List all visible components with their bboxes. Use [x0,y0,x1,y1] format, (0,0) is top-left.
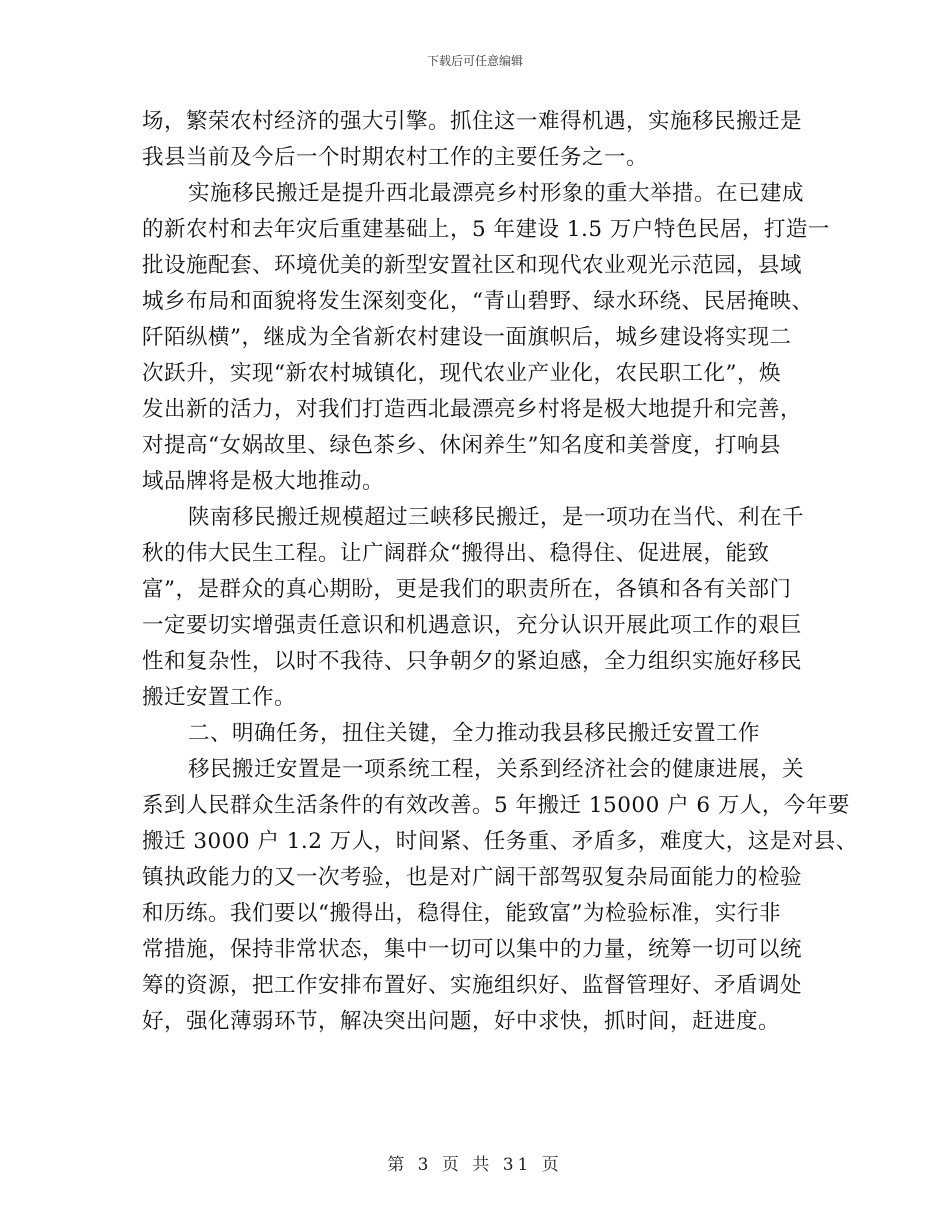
text-line: 发出新的活力，对我们打造西北最漂亮乡村将是极大地提升和完善， [142,397,803,422]
text-line: 对提高“女娲故里、绿色茶乡、休闲养生”知名度和美誉度，打响县 [142,433,781,458]
text-line: 我县当前及今后一个时期农村工作的主要任务之一。 [142,145,649,170]
text-line: 次跃升，实现“新农村城镇化，现代农业产业化，农民职工化”，焕 [142,361,781,386]
text-line: 性和复杂性，以时不我待、只争朝夕的紧迫感，全力组织实施好移民 [142,649,803,674]
text-line: 好，强化薄弱环节，解决突出问题，好中求快，抓时间，赶进度。 [142,1009,781,1034]
paragraph-start: 移民搬迁安置是一项系统工程，关系到经济社会的健康进展，关 [188,757,805,782]
text-line: 一定要切实增强责任意识和机遇意识，充分认识开展此项工作的艰巨 [142,613,803,638]
text-line: 筹的资源，把工作安排布置好、实施组织好、监督管理好、矛盾调处 [142,973,803,998]
text-line: 秋的伟大民生工程。让广阔群众“搬得出、稳得住、促进展，能致 [142,541,770,566]
text-line: 和历练。我们要以“搬得出，稳得住，能致富”为检验标准，实行非 [142,901,781,926]
text-line: 搬迁 3000 户 1.2 万人，时间紧、任务重、矛盾多，难度大，这是对县、 [142,829,858,854]
paragraph-start: 陕南移民搬迁规模超过三峡移民搬迁，是一项功在当代、利在千 [188,505,805,530]
page-number: 第 3 页 共 31 页 [387,1155,563,1175]
text-line: 批设施配套、环境优美的新型安置社区和现代农业观光示范园，县域 [142,253,803,278]
text-line: 富”，是群众的真心期盼，更是我们的职责所在，各镇和各有关部门 [142,577,792,602]
text-line: 场，繁荣农村经济的强大引擎。抓住这一难得机遇，实施移民搬迁是 [142,109,803,134]
text-line: 城乡布局和面貌将发生深刻变化，“青山碧野、绿水环绕、民居掩映、 [142,289,814,314]
text-line: 阡陌纵横”，继成为全省新农村建设一面旗帜后，城乡建设将实现二 [142,325,792,350]
text-line: 系到人民群众生活条件的有效改善。5 年搬迁 15000 户 6 万人，今年要 [142,793,850,818]
text-line: 的新农村和去年灾后重建基础上，5 年建设 1.5 万户特色民居，打造一 [142,217,830,242]
document-body [142,104,858,1040]
text-line: 常措施，保持非常状态，集中一切可以集中的力量，统筹一切可以统 [142,937,803,962]
section-heading: 二、明确任务，扭住关键，全力推动我县移民搬迁安置工作 [188,721,761,746]
text-line: 域品牌将是极大地推动。 [142,469,385,494]
page-header: 下载后可任意编辑 [426,54,523,68]
paragraph-start: 实施移民搬迁是提升西北最漂亮乡村形象的重大举措。在已建成 [188,181,805,206]
text-line: 镇执政能力的又一次考验，也是对广阔干部驾驭复杂局面能力的检验 [142,865,803,890]
text-line: 搬迁安置工作。 [142,685,297,710]
